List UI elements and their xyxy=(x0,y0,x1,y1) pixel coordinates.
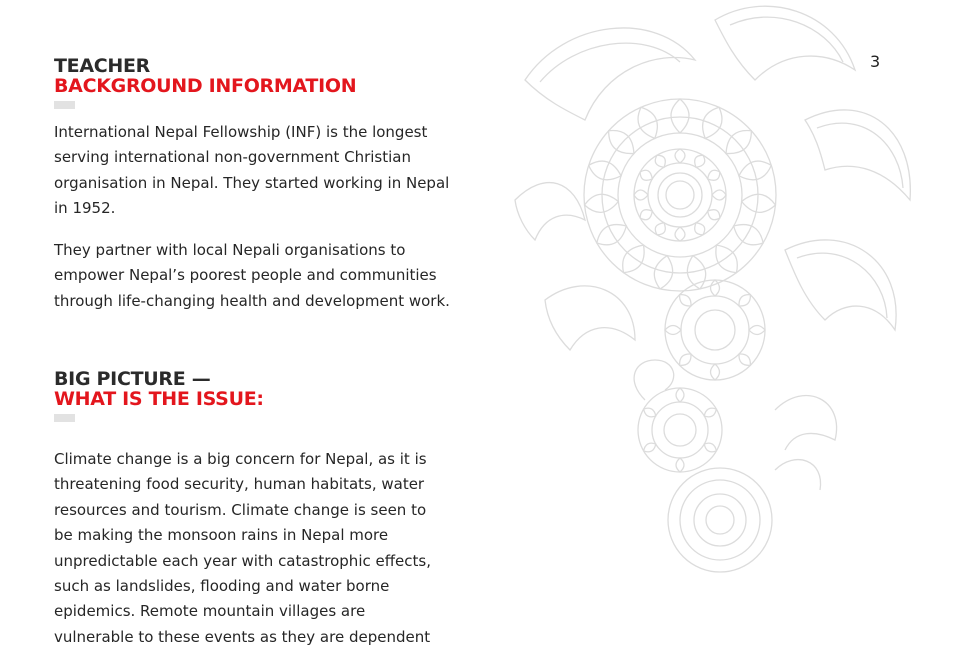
mandala-paisley-icon xyxy=(505,0,925,590)
heading-accent-bar xyxy=(54,414,75,422)
heading-line-big-picture: BIG PICTURE — xyxy=(54,368,211,390)
page-number: 3 xyxy=(870,52,881,71)
section-heading-background xyxy=(54,56,356,96)
heading-line-teacher: TEACHER xyxy=(54,55,150,77)
heading-line-what-is-the-issue: WHAT IS THE ISSUE: xyxy=(54,388,264,410)
paragraph-climate-change: Climate change is a big concern for Nepal, as it is threatening food security, human habitats, water resources and tourism. Climate change is seen to be making the monsoon rains in Nepal more unpredictable each year with catastrophic effects, such as landslides, flooding and water borne epidemics. Remote mountain villages are vulnerable to these events as they are dependent xyxy=(54,450,431,646)
heading-line-background-information: BACKGROUND INFORMATION xyxy=(54,75,357,97)
section-heading-big-picture xyxy=(54,369,264,409)
paragraph-inf-partners: They partner with local Nepali organisations to empower Nepal’s poorest people and communities through life-changing health and development work. xyxy=(54,241,450,310)
paragraph-inf-intro: International Nepal Fellowship (INF) is the longest serving international non-government Christian organisation in Nepal. They started working in Nepal in 1952. xyxy=(54,123,450,218)
heading-accent-bar xyxy=(54,101,75,109)
